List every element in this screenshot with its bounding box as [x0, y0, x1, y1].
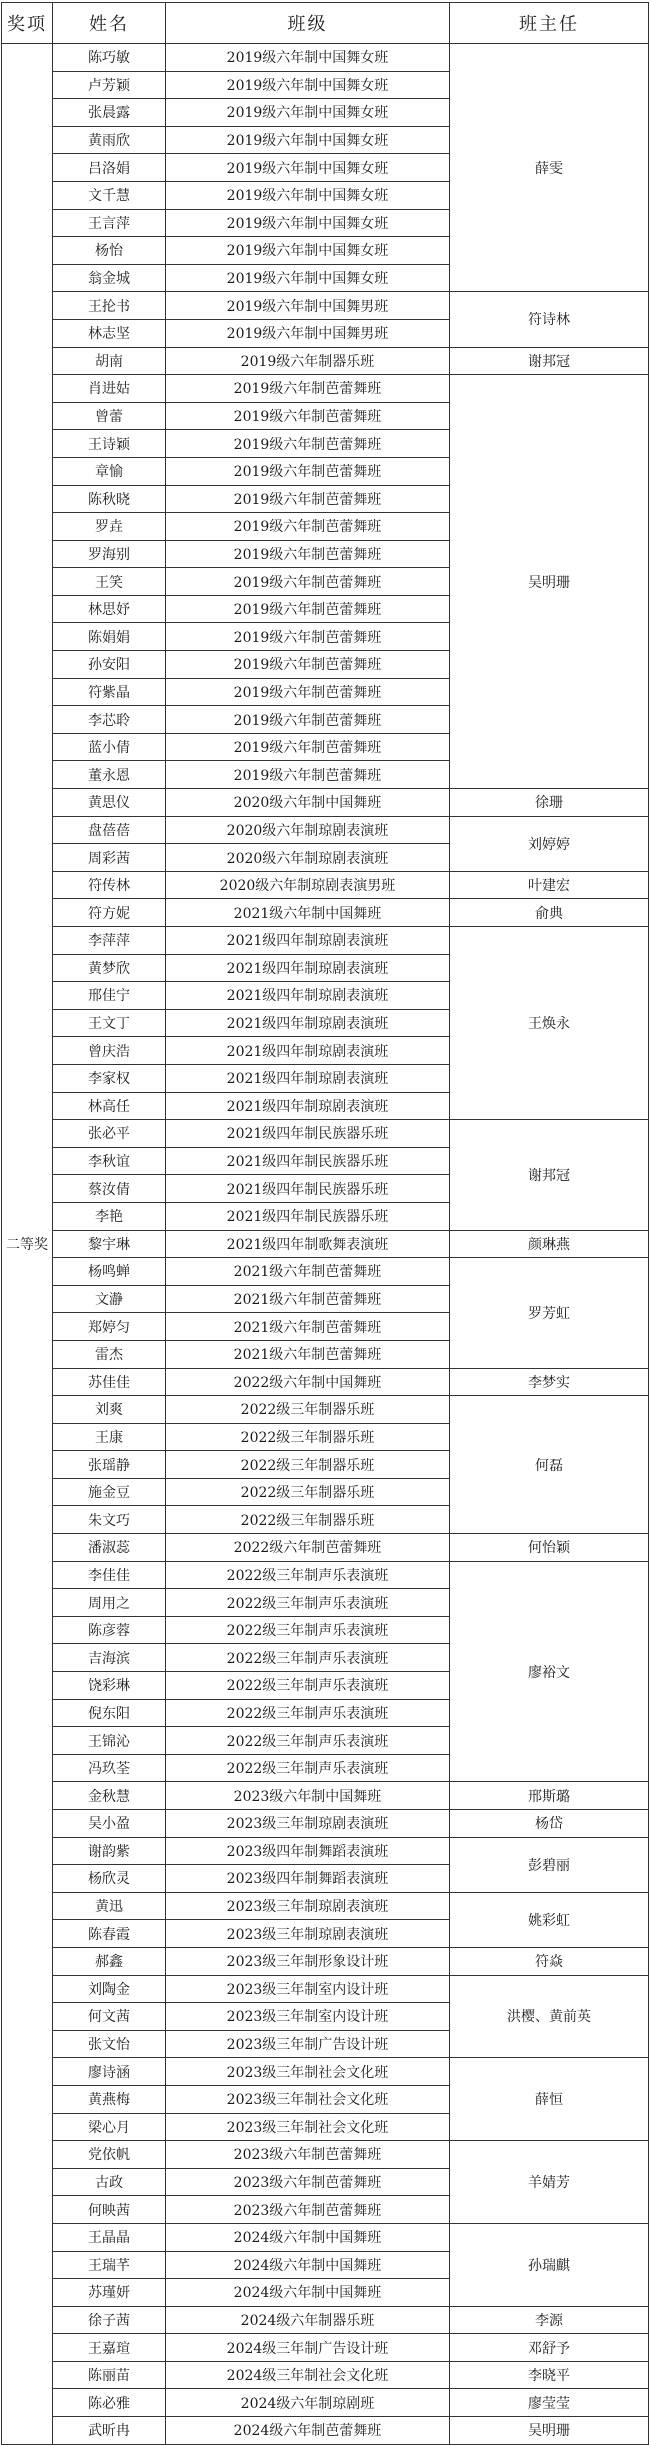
student-name: 廖诗涵 — [53, 2058, 166, 2086]
student-name: 陈丽苗 — [53, 2361, 166, 2389]
student-name: 刘陶金 — [53, 1975, 166, 2003]
class-name: 2021级四年制琼剧表演班 — [166, 954, 450, 982]
class-name: 2022级三年制器乐班 — [166, 1396, 450, 1424]
table-row — [2, 1975, 649, 2003]
student-name: 黎宇琳 — [53, 1230, 166, 1258]
teacher-cell: 廖裕文 — [450, 1561, 649, 1782]
teacher-cell: 李梦实 — [450, 1368, 649, 1396]
student-name: 谢韵紫 — [53, 1837, 166, 1865]
table-row — [2, 927, 649, 955]
student-name: 刘爽 — [53, 1396, 166, 1424]
student-name: 王文丁 — [53, 1009, 166, 1037]
teacher-cell: 谢邦冠 — [450, 347, 649, 375]
student-name: 王嘉瑄 — [53, 2334, 166, 2362]
class-name: 2023级六年制芭蕾舞班 — [166, 2196, 450, 2224]
table-row — [2, 871, 649, 899]
table-row — [2, 816, 649, 844]
class-name: 2021级六年制芭蕾舞班 — [166, 1340, 450, 1368]
class-name: 2019级六年制中国舞女班 — [166, 209, 450, 237]
student-name: 徐子茜 — [53, 2306, 166, 2334]
class-name: 2019级六年制芭蕾舞班 — [166, 540, 450, 568]
class-name: 2019级六年制芭蕾舞班 — [166, 375, 450, 403]
class-name: 2019级六年制芭蕾舞班 — [166, 457, 450, 485]
student-name: 王晶晶 — [53, 2223, 166, 2251]
award-cell: 二等奖 — [2, 44, 53, 2445]
student-name: 党依帆 — [53, 2141, 166, 2169]
class-name: 2023级六年制芭蕾舞班 — [166, 2141, 450, 2169]
class-name: 2019级六年制中国舞女班 — [166, 126, 450, 154]
class-name: 2022级三年制器乐班 — [166, 1451, 450, 1479]
class-name: 2019级六年制芭蕾舞班 — [166, 761, 450, 789]
teacher-cell: 王焕永 — [450, 927, 649, 1120]
teacher-cell: 廖莹莹 — [450, 2389, 649, 2417]
class-name: 2023级三年制社会文化班 — [166, 2085, 450, 2113]
teacher-cell: 羊婧芳 — [450, 2141, 649, 2224]
teacher-cell: 杨岱 — [450, 1810, 649, 1838]
table-row — [2, 1782, 649, 1810]
class-name: 2019级六年制中国舞女班 — [166, 44, 450, 72]
class-name: 2022级三年制器乐班 — [166, 1478, 450, 1506]
class-name: 2023级三年制室内设计班 — [166, 1975, 450, 2003]
table-row — [2, 1810, 649, 1838]
student-name: 饶彩琳 — [53, 1672, 166, 1700]
table-row — [2, 1947, 649, 1975]
student-name: 金秋慧 — [53, 1782, 166, 1810]
student-name: 陈秋晓 — [53, 485, 166, 513]
class-name: 2021级四年制民族器乐班 — [166, 1120, 450, 1148]
class-name: 2022级三年制声乐表演班 — [166, 1644, 450, 1672]
table-row — [2, 2389, 649, 2417]
header-row — [2, 3, 649, 44]
student-name: 黄思仪 — [53, 789, 166, 817]
teacher-cell: 姚彩虹 — [450, 1892, 649, 1947]
student-name: 雷杰 — [53, 1340, 166, 1368]
teacher-cell: 李源 — [450, 2306, 649, 2334]
class-name: 2019级六年制中国舞男班 — [166, 319, 450, 347]
teacher-cell: 符诗林 — [450, 292, 649, 347]
student-name: 胡南 — [53, 347, 166, 375]
table-row — [2, 899, 649, 927]
class-name: 2021级四年制琼剧表演班 — [166, 1009, 450, 1037]
student-name: 李家权 — [53, 1064, 166, 1092]
class-name: 2020级六年制琼剧表演男班 — [166, 871, 450, 899]
class-name: 2019级六年制芭蕾舞班 — [166, 623, 450, 651]
teacher-cell: 罗芳虹 — [450, 1258, 649, 1368]
student-name: 曾庆浩 — [53, 1037, 166, 1065]
teacher-cell: 颜琳燕 — [450, 1230, 649, 1258]
class-name: 2019级六年制中国舞女班 — [166, 237, 450, 265]
student-name: 王笑 — [53, 568, 166, 596]
teacher-cell: 彭碧丽 — [450, 1837, 649, 1892]
student-name: 张文怡 — [53, 2030, 166, 2058]
student-name: 文千慧 — [53, 181, 166, 209]
student-name: 张必平 — [53, 1120, 166, 1148]
class-name: 2024级六年制中国舞班 — [166, 2279, 450, 2307]
student-name: 盘蓓蓓 — [53, 816, 166, 844]
student-name: 何文茜 — [53, 2003, 166, 2031]
student-name: 陈必雅 — [53, 2389, 166, 2417]
student-name: 文瀞 — [53, 1285, 166, 1313]
student-name: 张晨露 — [53, 99, 166, 127]
student-name: 林思妤 — [53, 595, 166, 623]
student-name: 冯玖荃 — [53, 1754, 166, 1782]
class-name: 2023级六年制芭蕾舞班 — [166, 2168, 450, 2196]
table-row — [2, 375, 649, 403]
teacher-cell: 刘婷婷 — [450, 816, 649, 871]
student-name: 邢佳宁 — [53, 982, 166, 1010]
table-row — [2, 1120, 649, 1148]
table-row — [2, 1892, 649, 1920]
class-name: 2021级四年制琼剧表演班 — [166, 927, 450, 955]
class-name: 2024级三年制广告设计班 — [166, 2334, 450, 2362]
table-row — [2, 1368, 649, 1396]
student-name: 李艳 — [53, 1202, 166, 1230]
table-row — [2, 2417, 649, 2445]
student-name: 郑婷匀 — [53, 1313, 166, 1341]
student-name: 施金豆 — [53, 1478, 166, 1506]
student-name: 王抡书 — [53, 292, 166, 320]
student-name: 古政 — [53, 2168, 166, 2196]
student-name: 陈巧敏 — [53, 44, 166, 72]
table-row — [2, 347, 649, 375]
teacher-cell: 洪樱、黄前英 — [450, 1975, 649, 2058]
student-name: 符方妮 — [53, 899, 166, 927]
student-name: 蔡汝倩 — [53, 1175, 166, 1203]
table-row — [2, 2334, 649, 2362]
teacher-cell: 何怡颖 — [450, 1534, 649, 1562]
student-name: 吴小盈 — [53, 1810, 166, 1838]
class-name: 2019级六年制中国舞女班 — [166, 264, 450, 292]
class-name: 2021级四年制民族器乐班 — [166, 1175, 450, 1203]
student-name: 林志坚 — [53, 319, 166, 347]
class-name: 2020级六年制琼剧表演班 — [166, 844, 450, 872]
class-name: 2024级六年制琼剧班 — [166, 2389, 450, 2417]
header-name: 姓名 — [53, 3, 166, 44]
class-name: 2022级六年制芭蕾舞班 — [166, 1534, 450, 1562]
student-name: 武昕冉 — [53, 2417, 166, 2445]
class-name: 2023级四年制舞蹈表演班 — [166, 1837, 450, 1865]
student-name: 周彩茜 — [53, 844, 166, 872]
class-name: 2021级六年制芭蕾舞班 — [166, 1313, 450, 1341]
student-name: 蓝小倩 — [53, 733, 166, 761]
teacher-cell: 李晓平 — [450, 2361, 649, 2389]
class-name: 2024级六年制芭蕾舞班 — [166, 2417, 450, 2445]
student-name: 曾蕾 — [53, 402, 166, 430]
student-name: 李萍萍 — [53, 927, 166, 955]
class-name: 2022级三年制声乐表演班 — [166, 1754, 450, 1782]
class-name: 2021级四年制歌舞表演班 — [166, 1230, 450, 1258]
student-name: 肖进姑 — [53, 375, 166, 403]
class-name: 2021级四年制琼剧表演班 — [166, 982, 450, 1010]
student-name: 罗海别 — [53, 540, 166, 568]
class-name: 2022级三年制声乐表演班 — [166, 1589, 450, 1617]
class-name: 2019级六年制芭蕾舞班 — [166, 733, 450, 761]
class-name: 2019级六年制中国舞女班 — [166, 181, 450, 209]
header-teacher: 班主任 — [450, 3, 649, 44]
class-name: 2021级四年制琼剧表演班 — [166, 1037, 450, 1065]
student-name: 杨欣灵 — [53, 1865, 166, 1893]
table-row — [2, 1396, 649, 1424]
student-name: 卢芳颖 — [53, 71, 166, 99]
student-name: 章愉 — [53, 457, 166, 485]
table-row — [2, 1561, 649, 1589]
student-name: 黄雨欣 — [53, 126, 166, 154]
class-name: 2021级四年制民族器乐班 — [166, 1202, 450, 1230]
teacher-cell: 邓舒予 — [450, 2334, 649, 2362]
class-name: 2023级三年制室内设计班 — [166, 2003, 450, 2031]
class-name: 2020级六年制琼剧表演班 — [166, 816, 450, 844]
class-name: 2024级六年制器乐班 — [166, 2306, 450, 2334]
student-name: 杨怡 — [53, 237, 166, 265]
class-name: 2021级四年制民族器乐班 — [166, 1147, 450, 1175]
class-name: 2021级四年制琼剧表演班 — [166, 1064, 450, 1092]
class-name: 2019级六年制芭蕾舞班 — [166, 651, 450, 679]
class-name: 2023级三年制形象设计班 — [166, 1947, 450, 1975]
student-name: 王瑞芊 — [53, 2251, 166, 2279]
student-name: 潘淑蕊 — [53, 1534, 166, 1562]
class-name: 2020级六年制中国舞班 — [166, 789, 450, 817]
class-name: 2019级六年制芭蕾舞班 — [166, 402, 450, 430]
student-name: 梁心月 — [53, 2113, 166, 2141]
class-name: 2022级三年制声乐表演班 — [166, 1727, 450, 1755]
teacher-cell: 薛恒 — [450, 2058, 649, 2141]
class-name: 2019级六年制芭蕾舞班 — [166, 706, 450, 734]
student-name: 吉海滨 — [53, 1644, 166, 1672]
student-name: 林高任 — [53, 1092, 166, 1120]
student-name: 倪东阳 — [53, 1699, 166, 1727]
teacher-cell: 薛雯 — [450, 44, 649, 292]
teacher-cell: 俞典 — [450, 899, 649, 927]
class-name: 2023级三年制琼剧表演班 — [166, 1892, 450, 1920]
student-name: 李秋谊 — [53, 1147, 166, 1175]
table-row — [2, 44, 649, 72]
class-name: 2023级六年制中国舞班 — [166, 1782, 450, 1810]
class-name: 2023级三年制广告设计班 — [166, 2030, 450, 2058]
table-row — [2, 2306, 649, 2334]
class-name: 2021级四年制琼剧表演班 — [166, 1092, 450, 1120]
student-name: 黄燕梅 — [53, 2085, 166, 2113]
class-name: 2019级六年制芭蕾舞班 — [166, 485, 450, 513]
class-name: 2019级六年制芭蕾舞班 — [166, 568, 450, 596]
student-name: 李芯聆 — [53, 706, 166, 734]
teacher-cell: 徐珊 — [450, 789, 649, 817]
teacher-cell: 谢邦冠 — [450, 1120, 649, 1230]
student-name: 王诗颖 — [53, 430, 166, 458]
teacher-cell: 孙瑞麒 — [450, 2223, 649, 2306]
class-name: 2019级六年制芭蕾舞班 — [166, 513, 450, 541]
student-name: 符紫晶 — [53, 678, 166, 706]
teacher-cell: 叶建宏 — [450, 871, 649, 899]
class-name: 2019级六年制芭蕾舞班 — [166, 595, 450, 623]
class-name: 2022级三年制声乐表演班 — [166, 1561, 450, 1589]
class-name: 2019级六年制中国舞女班 — [166, 99, 450, 127]
student-name: 董永恩 — [53, 761, 166, 789]
class-name: 2023级三年制社会文化班 — [166, 2113, 450, 2141]
teacher-cell: 吴明珊 — [450, 375, 649, 789]
class-name: 2023级三年制社会文化班 — [166, 2058, 450, 2086]
class-name: 2019级六年制器乐班 — [166, 347, 450, 375]
table-row — [2, 2223, 649, 2251]
student-name: 苏瑾妍 — [53, 2279, 166, 2307]
student-name: 罗垚 — [53, 513, 166, 541]
class-name: 2024级六年制中国舞班 — [166, 2223, 450, 2251]
table-body — [2, 44, 649, 2445]
table-row — [2, 1258, 649, 1286]
class-name: 2021级六年制芭蕾舞班 — [166, 1258, 450, 1286]
student-name: 朱文巧 — [53, 1506, 166, 1534]
student-name: 陈彦蓉 — [53, 1616, 166, 1644]
table-row — [2, 1837, 649, 1865]
student-name: 杨鸣蝉 — [53, 1258, 166, 1286]
table-row — [2, 2058, 649, 2086]
student-name: 郝鑫 — [53, 1947, 166, 1975]
class-name: 2019级六年制芭蕾舞班 — [166, 678, 450, 706]
class-name: 2023级三年制琼剧表演班 — [166, 1810, 450, 1838]
class-name: 2019级六年制中国舞男班 — [166, 292, 450, 320]
class-name: 2023级三年制琼剧表演班 — [166, 1920, 450, 1948]
class-name: 2022级三年制器乐班 — [166, 1423, 450, 1451]
student-name: 黄梦欣 — [53, 954, 166, 982]
student-name: 陈春霞 — [53, 1920, 166, 1948]
teacher-cell: 吴明珊 — [450, 2417, 649, 2445]
teacher-cell: 邢斯璐 — [450, 1782, 649, 1810]
header-class: 班级 — [166, 3, 450, 44]
student-name: 陈娟娟 — [53, 623, 166, 651]
student-name: 王锦沁 — [53, 1727, 166, 1755]
table-row — [2, 292, 649, 320]
table-row — [2, 2361, 649, 2389]
class-name: 2019级六年制中国舞女班 — [166, 71, 450, 99]
class-name: 2022级三年制声乐表演班 — [166, 1616, 450, 1644]
class-name: 2019级六年制中国舞女班 — [166, 154, 450, 182]
student-name: 符传林 — [53, 871, 166, 899]
teacher-cell: 符焱 — [450, 1947, 649, 1975]
table-row — [2, 1534, 649, 1562]
class-name: 2022级三年制声乐表演班 — [166, 1672, 450, 1700]
student-name: 苏佳佳 — [53, 1368, 166, 1396]
student-name: 黄迅 — [53, 1892, 166, 1920]
class-name: 2022级三年制声乐表演班 — [166, 1699, 450, 1727]
table-row — [2, 789, 649, 817]
class-name: 2021级六年制中国舞班 — [166, 899, 450, 927]
class-name: 2023级四年制舞蹈表演班 — [166, 1865, 450, 1893]
teacher-cell: 何磊 — [450, 1396, 649, 1534]
student-name: 吕洛娟 — [53, 154, 166, 182]
header-award: 奖项 — [2, 3, 53, 44]
class-name: 2024级六年制中国舞班 — [166, 2251, 450, 2279]
class-name: 2022级六年制中国舞班 — [166, 1368, 450, 1396]
class-name: 2019级六年制芭蕾舞班 — [166, 430, 450, 458]
student-name: 王言萍 — [53, 209, 166, 237]
student-name: 孙安阳 — [53, 651, 166, 679]
student-name: 张瑶静 — [53, 1451, 166, 1479]
student-name: 李佳佳 — [53, 1561, 166, 1589]
class-name: 2021级六年制芭蕾舞班 — [166, 1285, 450, 1313]
awards-table — [1, 2, 649, 2445]
table-row — [2, 2141, 649, 2169]
class-name: 2024级三年制社会文化班 — [166, 2361, 450, 2389]
class-name: 2022级三年制器乐班 — [166, 1506, 450, 1534]
student-name: 王康 — [53, 1423, 166, 1451]
table-row — [2, 1230, 649, 1258]
student-name: 周用之 — [53, 1589, 166, 1617]
student-name: 何映茜 — [53, 2196, 166, 2224]
student-name: 翁金城 — [53, 264, 166, 292]
